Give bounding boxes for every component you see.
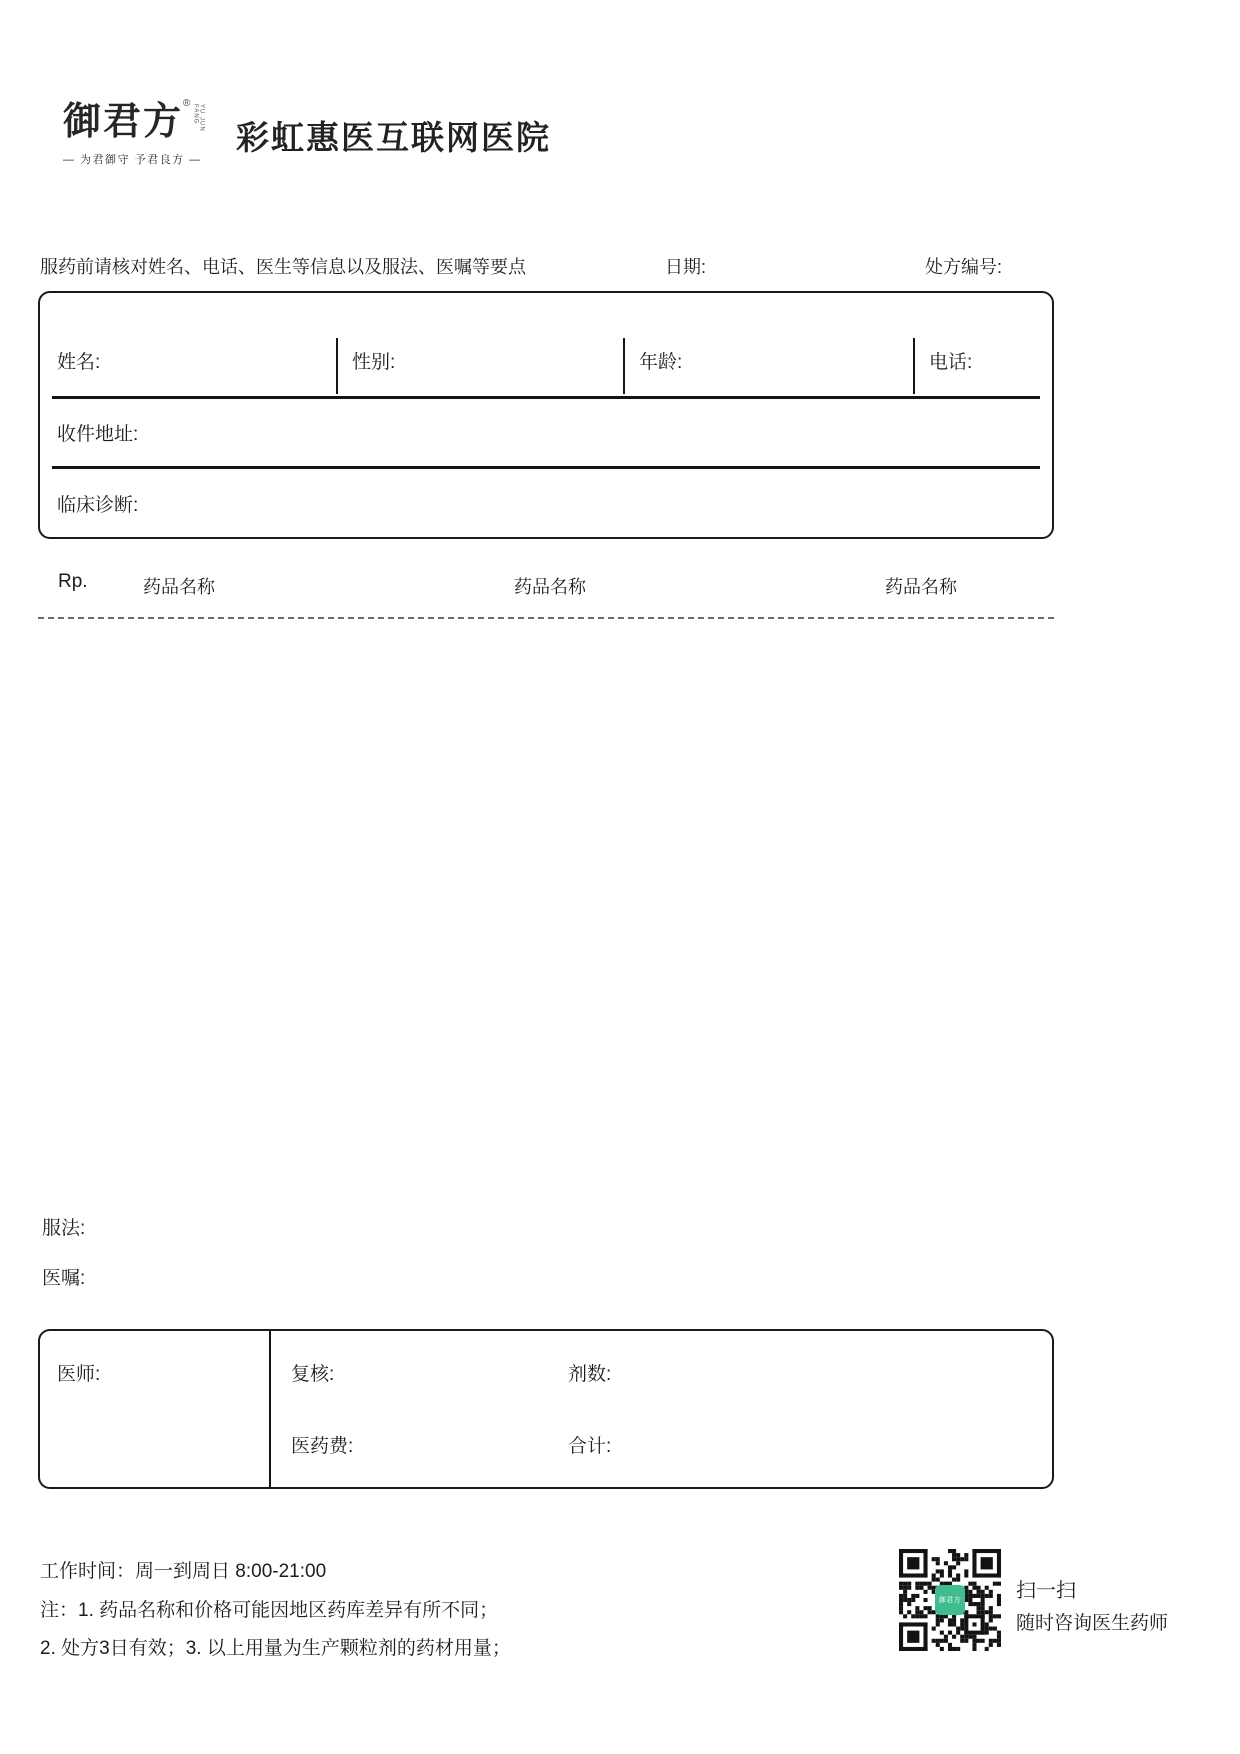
address-label: 收件地址:	[57, 424, 139, 445]
age-label: 年龄:	[639, 352, 683, 373]
age-field	[625, 293, 915, 396]
brand-name: 御君方	[63, 98, 184, 143]
patient-info-box	[38, 291, 1054, 539]
brand-name-pinyin: YU JUN FANG	[192, 104, 205, 132]
dose-count-label: 剂数:	[568, 1364, 612, 1385]
gender-field	[338, 293, 625, 396]
date-label: 日期:	[665, 257, 707, 277]
page-title: 彩虹惠医互联网医院	[236, 119, 551, 156]
diagnosis-label: 临床诊断:	[57, 495, 139, 516]
medicine-fee-label: 医药费:	[291, 1436, 354, 1457]
brand-tagline: — 为君御守 予君良方 —	[63, 154, 202, 166]
drug-name-column-header: 药品名称	[514, 577, 586, 597]
doctor-advice-label: 医嘱:	[42, 1268, 86, 1289]
diagnosis-field	[40, 469, 1052, 538]
address-field	[40, 399, 1052, 466]
divider	[269, 1331, 271, 1487]
divider	[38, 617, 1054, 619]
drug-name-column-header: 药品名称	[143, 577, 215, 597]
registered-trademark-mark: ®	[183, 98, 191, 109]
verification-notice: 服药前请核对姓名、电话、医生等信息以及服法、医嘱等要点	[40, 257, 526, 277]
note-line: 注：1. 药品名称和价格可能因地区药库差异有所不同；	[40, 1600, 499, 1621]
gender-label: 性别:	[352, 352, 396, 373]
qr-code-icon	[899, 1549, 1001, 1651]
signature-fee-box	[38, 1329, 1054, 1489]
doctor-label: 医师:	[57, 1364, 101, 1385]
patient-row-basic	[40, 293, 1052, 396]
name-field	[40, 293, 338, 396]
prescription-number-label: 处方编号:	[925, 257, 1003, 277]
qr-center-logo	[935, 1585, 965, 1615]
scan-label: 扫一扫	[1016, 1580, 1076, 1602]
phone-label: 电话:	[929, 352, 973, 373]
review-label: 复核:	[291, 1364, 335, 1385]
usage-label: 服法:	[42, 1218, 86, 1239]
divider	[336, 338, 338, 394]
qr-center-logo-text: 御君方	[938, 1597, 962, 1604]
phone-field	[915, 293, 1052, 396]
divider	[623, 338, 625, 394]
note-line: 2. 处方3日有效；3. 以上用量为生产颗粒剂的药材用量；	[40, 1638, 511, 1659]
name-label: 姓名:	[57, 352, 101, 373]
total-label: 合计:	[568, 1436, 612, 1457]
divider	[913, 338, 915, 394]
drug-name-column-header: 药品名称	[885, 577, 957, 597]
work-hours-text: 工作时间：周一到周日 8:00-21:00	[40, 1561, 327, 1582]
rp-label: Rp.	[58, 571, 88, 592]
scan-description: 随时咨询医生药师	[1016, 1613, 1169, 1634]
brand-logo	[63, 100, 223, 167]
